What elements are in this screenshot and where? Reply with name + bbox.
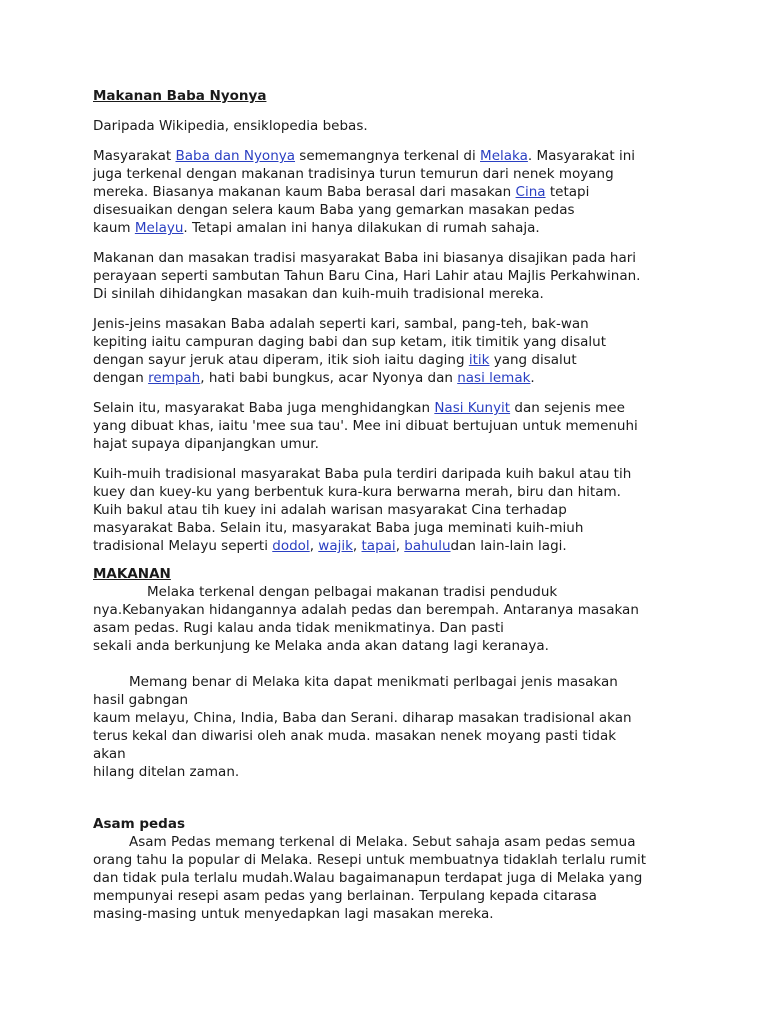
asam-line-4: mempunyai resepi asam pedas yang berlainan. Terpulang kepada citarasa [93, 888, 597, 904]
link-itik[interactable]: itik [468, 352, 490, 368]
p5-line-4: masyarakat Baba. Selain itu, masyarakat Baba juga meminati kuih-miuh [93, 520, 584, 536]
link-melaka[interactable]: Melaka [480, 148, 528, 164]
p5-line-1: Kuih-muih tradisional masyarakat Baba pula terdiri daripada kuih bakul atau tih [93, 466, 632, 482]
p1-line-4: disesuaikan dengan selera kaum Baba yang gemarkan masakan pedas [93, 202, 575, 218]
p2-line-3: Di sinilah dihidangkan masakan dan kuih-muih tradisional mereka. [93, 286, 544, 302]
asam-line-2: orang tahu Ia popular di Melaka. Resepi untuk membuatnya tidaklah terlalu rumit [93, 852, 647, 868]
link-rempah[interactable]: rempah [148, 370, 201, 386]
asam-pedas-heading: Asam pedas [93, 816, 185, 832]
makanan-line-4: sekali anda berkunjung ke Melaka anda akan datang lagi keranaya. [93, 638, 549, 654]
p3-line-1: Jenis-jeins masakan Baba adalah seperti kari, sambal, pang-teh, bak-wan [93, 316, 589, 332]
p5-line-5: tradisional Melayu seperti dodol, wajik, tapai, bahuludan lain-lain lagi. [93, 538, 567, 554]
p4-line-2: yang dibuat khas, iaitu 'mee sua tau'. Mee ini dibuat bertujuan untuk memenuhi [93, 418, 638, 434]
p1-line-3: mereka. Biasanya makanan kaum Baba berasal dari masakan Cina tetapi [93, 184, 590, 200]
link-dodol[interactable]: dodol [272, 538, 310, 554]
p4-line-3: hajat supaya dipanjangkan umur. [93, 436, 319, 452]
p7-line-4: terus kekal dan diwarisi oleh anak muda. masakan nenek moyang pasti tidak [93, 728, 617, 744]
p3-line-3: dengan sayur jeruk atau diperam, itik sioh iaitu daging itik yang disalut [93, 352, 577, 368]
link-bahulu[interactable]: bahulu [404, 538, 451, 554]
p1-line-5: kaum Melayu. Tetapi amalan ini hanya dilakukan di rumah sahaja. [93, 220, 540, 236]
link-melayu[interactable]: Melayu [134, 220, 184, 236]
link-tapai[interactable]: tapai [361, 538, 396, 554]
p7-line-2: hasil gabngan [93, 692, 189, 708]
asam-line-1: Asam Pedas memang terkenal di Melaka. Sebut sahaja asam pedas semua [129, 834, 636, 850]
asam-line-5: masing-masing untuk menyedapkan lagi masakan mereka. [93, 906, 494, 922]
p7-line-6: hilang ditelan zaman. [93, 764, 240, 780]
makanan-heading: MAKANAN [93, 566, 171, 582]
p1-line-2: juga terkenal dengan makanan tradisinya turun temurun dari nenek moyang [93, 166, 614, 182]
p7-line-5: akan [93, 746, 126, 762]
link-nasi-kunyit[interactable]: Nasi Kunyit [434, 400, 511, 416]
link-nasi-lemak[interactable]: nasi lemak [457, 370, 531, 386]
page-title: Makanan Baba Nyonya [93, 88, 267, 104]
p5-line-3: Kuih bakul atau tih kuey ini adalah warisan masyarakat Cina terhadap [93, 502, 567, 518]
link-cina[interactable]: Cina [515, 184, 546, 200]
source-line: Daripada Wikipedia, ensiklopedia bebas. [93, 118, 368, 134]
p7-line-1: Memang benar di Melaka kita dapat menikmati perlbagai jenis masakan [129, 674, 618, 690]
asam-line-3: dan tidak pula terlalu mudah.Walau bagaimanapun terdapat juga di Melaka yang [93, 870, 643, 886]
p5-line-2: kuey dan kuey-ku yang berbentuk kura-kura berwarna merah, biru dan hitam. [93, 484, 621, 500]
p3-line-4: dengan rempah, hati babi bungkus, acar Nyonya dan nasi lemak. [93, 370, 535, 386]
p4-line-1: Selain itu, masyarakat Baba juga menghidangkan Nasi Kunyit dan sejenis mee [93, 400, 625, 416]
link-wajik[interactable]: wajik [318, 538, 353, 554]
link-baba-dan-nyonya[interactable]: Baba dan Nyonya [175, 148, 296, 164]
p1-line-1: Masyarakat Baba dan Nyonya sememangnya terkenal di Melaka. Masyarakat ini [93, 148, 636, 164]
p2-line-2: perayaan seperti sambutan Tahun Baru Cina, Hari Lahir atau Majlis Perkahwinan. [93, 268, 641, 284]
p3-line-2: kepiting iaitu campuran daging babi dan sup ketam, itik timitik yang disalut [93, 334, 606, 350]
makanan-line-2: nya.Kebanyakan hidangannya adalah pedas dan berempah. Antaranya masakan [93, 602, 639, 618]
p2-line-1: Makanan dan masakan tradisi masyarakat Baba ini biasanya disajikan pada hari [93, 250, 637, 266]
makanan-line-1: Melaka terkenal dengan pelbagai makanan tradisi penduduk [147, 584, 558, 600]
p7-line-3: kaum melayu, China, India, Baba dan Serani. diharap masakan tradisional akan [93, 710, 632, 726]
makanan-line-3: asam pedas. Rugi kalau anda tidak menikmatinya. Dan pasti [93, 620, 504, 636]
